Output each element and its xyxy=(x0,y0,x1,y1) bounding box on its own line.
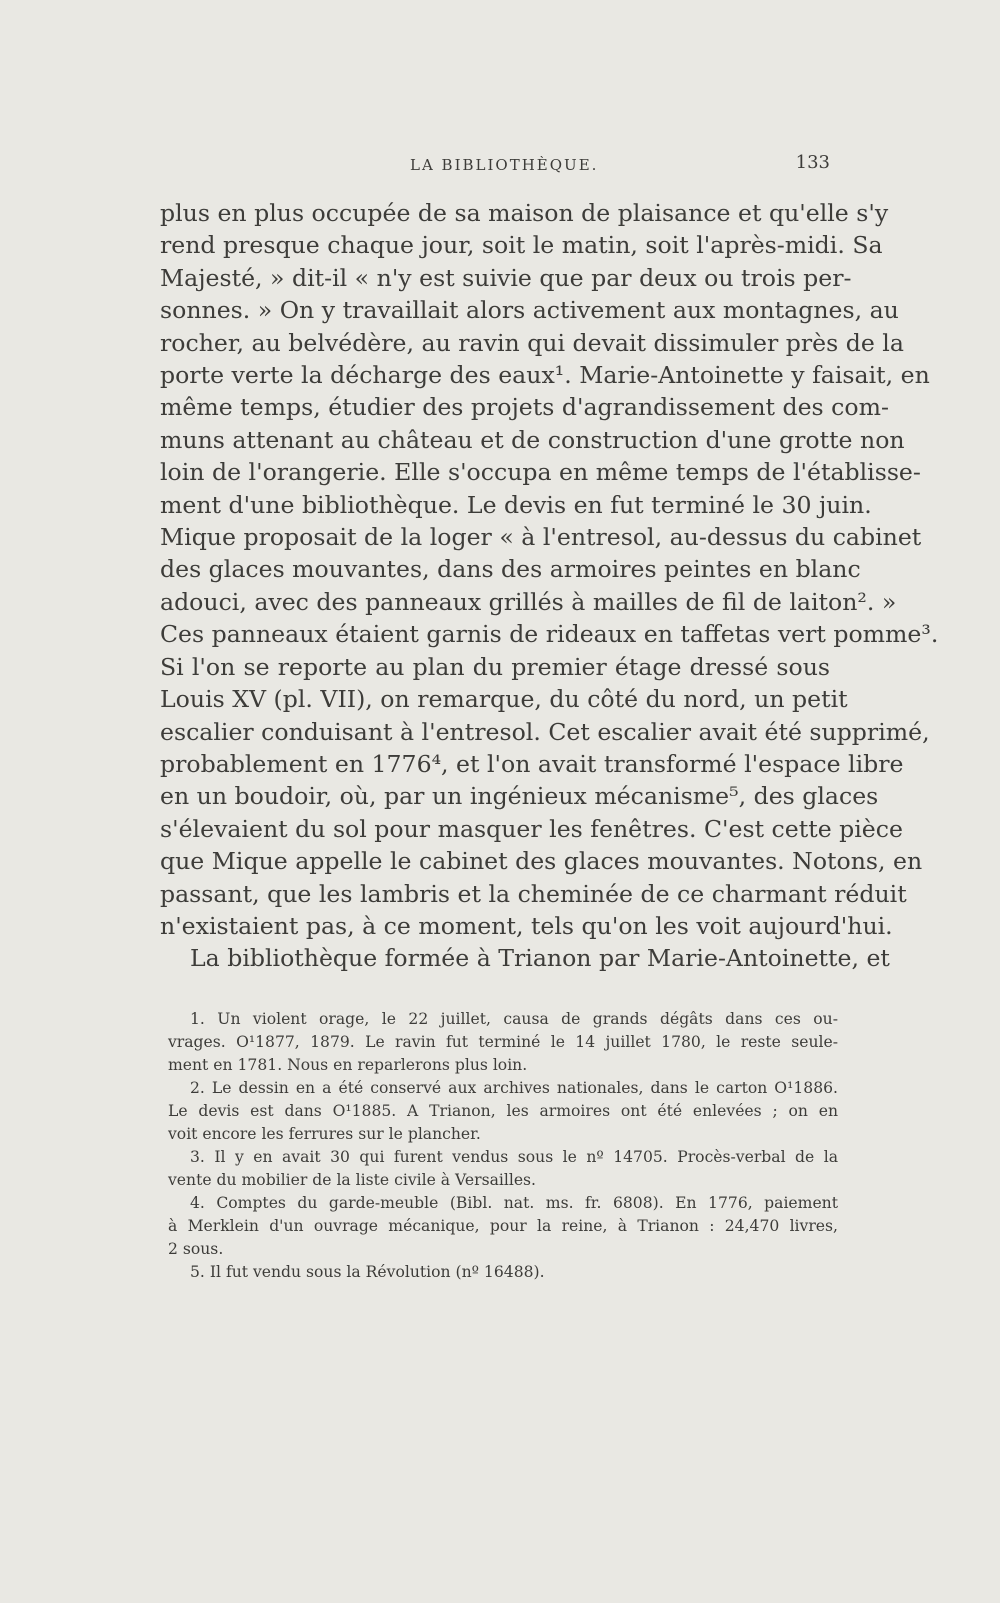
footnote-line: à Merklein d'un ouvrage mécanique, pour la reine, à Trianon : 24,470 livres, xyxy=(168,1217,838,1235)
text-line: adouci, avec des panneaux grillés à mailles de fil de laiton². » xyxy=(160,587,897,616)
footnote-line: ment en 1781. Nous en reparlerons plus loin. xyxy=(168,1056,528,1074)
text-line: La bibliothèque formée à Trianon par Marie-Antoinette, et xyxy=(190,944,890,973)
text-line: ment d'une bibliothèque. Le devis en fut terminé le 30 juin. xyxy=(160,490,872,519)
text-line: plus en plus occupée de sa maison de plaisance et qu'elle s'y xyxy=(160,199,889,227)
text-line: porte verte la décharge des eaux¹. Marie-Antoinette y faisait, en xyxy=(160,361,930,390)
footnote-line: Le devis est dans O¹1885. A Trianon, les armoires ont été enlevées ; on en xyxy=(168,1102,838,1120)
text-line: n'existaient pas, à ce moment, tels qu'on les voit aujourd'hui. xyxy=(160,911,893,940)
text-line: en un boudoir, où, par un ingénieux mécanisme⁵, des glaces xyxy=(160,782,879,811)
text-line: passant, que les lambris et la cheminée de ce charmant réduit xyxy=(160,879,907,908)
main-text xyxy=(160,197,939,975)
text-line: rocher, au belvédère, au ravin qui devait dissimuler près de la xyxy=(160,328,904,357)
text-line: Majesté, » dit-il « n'y est suivie que par deux ou trois per- xyxy=(160,263,852,292)
text-line: escalier conduisant à l'entresol. Cet escalier avait été supprimé, xyxy=(160,717,930,746)
text-line: Louis XV (pl. VII), on remarque, du côté du nord, un petit xyxy=(160,685,848,714)
footnotes xyxy=(168,1008,838,1284)
page-number: 133 xyxy=(795,152,830,173)
page-header xyxy=(160,150,830,184)
footnote-line: vente du mobilier de la liste civile à Versailles. xyxy=(168,1171,537,1189)
text-line: Ces panneaux étaient garnis de rideaux en taffetas vert pomme³. xyxy=(160,620,939,649)
footnote-line: 3. Il y en avait 30 qui furent vendus sous le nº 14705. Procès-verbal de la xyxy=(190,1148,838,1166)
text-line: loin de l'orangerie. Elle s'occupa en même temps de l'établisse- xyxy=(160,458,921,487)
text-line: des glaces mouvantes, dans des armoires peintes en blanc xyxy=(160,555,861,584)
footnote-line: 5. Il fut vendu sous la Révolution (nº 16488). xyxy=(190,1263,545,1281)
footnote-line: 2. Le dessin en a été conservé aux archives nationales, dans le carton O¹1886. xyxy=(190,1079,838,1097)
text-line: muns attenant au château et de construction d'une grotte non xyxy=(160,425,905,454)
text-line: Si l'on se reporte au plan du premier étage dressé sous xyxy=(160,652,830,681)
text-line: rend presque chaque jour, soit le matin, soit l'après-midi. Sa xyxy=(160,231,883,260)
running-head: LA BIBLIOTHÈQUE. xyxy=(410,156,599,174)
footnote-line: vrages. O¹1877, 1879. Le ravin fut terminé le 14 juillet 1780, le reste seule- xyxy=(168,1033,838,1051)
text-line: sonnes. » On y travaillait alors activement aux montagnes, au xyxy=(160,296,899,325)
text-line: que Mique appelle le cabinet des glaces mouvantes. Notons, en xyxy=(160,847,923,876)
text-line: s'élevaient du sol pour masquer les fenêtres. C'est cette pièce xyxy=(160,814,903,843)
text-line: Mique proposait de la loger « à l'entresol, au-dessus du cabinet xyxy=(160,523,922,552)
footnote-line: 1. Un violent orage, le 22 juillet, causa de grands dégâts dans ces ou- xyxy=(190,1010,838,1028)
footnote-line: 2 sous. xyxy=(168,1240,224,1258)
footnote-line: voit encore les ferrures sur le plancher. xyxy=(168,1125,481,1143)
footnote-line: 4. Comptes du garde-meuble (Bibl. nat. ms. fr. 6808). En 1776, paiement xyxy=(190,1194,838,1212)
text-line: probablement en 1776⁴, et l'on avait transformé l'espace libre xyxy=(160,749,904,778)
text-line: même temps, étudier des projets d'agrandissement des com- xyxy=(160,393,889,422)
